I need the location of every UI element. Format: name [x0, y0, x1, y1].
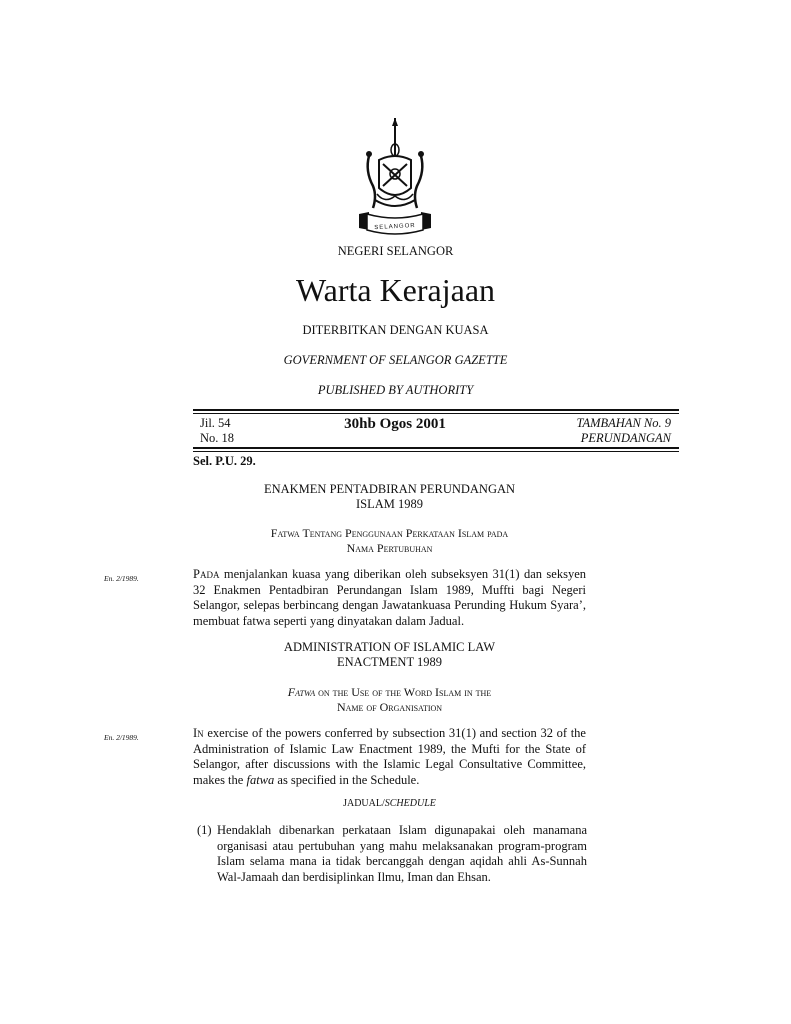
schedule-item-text: Hendaklah dibenarkan perkataan Islam digunapakai oleh manamana organisasi atau pertubuhan yang mahu melaksanakan program-program Islam selama mana ia tidak bercanggah dengan aqidah ahli As-Sunnah Wal-Jamaah dan berdisiplinkan Ilmu, Iman dan Ehsan.	[217, 823, 587, 884]
published-malay: DITERBITKAN DENGAN KUASA	[302, 323, 489, 337]
english-body-part2: as specified in the Schedule.	[274, 772, 420, 787]
english-enactment-line1: ADMINISTRATION OF ISLAMIC LAW	[283, 640, 496, 654]
supplement-info	[576, 416, 671, 446]
selangor-crest-icon	[355, 116, 435, 238]
schedule-item-number: (1)	[197, 823, 212, 837]
malay-enactment-line2: ISLAM 1989	[355, 497, 424, 511]
schedule-title	[193, 798, 586, 809]
english-paragraph	[193, 726, 586, 788]
masthead-bottom-rule-thin	[193, 451, 679, 452]
schedule-title-malay: JADUAL/	[343, 798, 385, 809]
english-body-italic: fatwa	[246, 772, 275, 787]
english-body-part1: exercise of the powers conferred by subsection 31(1) and section 32 of the Administration of Islamic Law Enactment 1989, the Mufti for the State of Selangor, after discussions with the Islamic Legal Consultative Committee, makes the	[193, 726, 586, 787]
malay-fatwa-heading	[193, 526, 586, 556]
malay-enactment-heading	[193, 482, 586, 512]
issue-number: No. 18	[200, 431, 235, 445]
english-lead-word: In	[193, 726, 204, 740]
reference-number: Sel. P.U. 29.	[193, 454, 256, 468]
english-fatwa-word: Fatwa	[287, 685, 316, 699]
english-fatwa-heading	[193, 685, 586, 715]
malay-enactment-line1: ENAKMEN PENTADBIRAN PERUNDANGAN	[263, 482, 516, 496]
schedule-title-english: SCHEDULE	[384, 798, 436, 809]
malay-fatwa-line2: Nama Pertubuhan	[346, 541, 433, 555]
issue-date: 30hb Ogos 2001	[344, 416, 446, 432]
malay-paragraph	[193, 567, 586, 629]
malay-body: menjalankan kuasa yang diberikan oleh subseksyen 31(1) dan seksyen 32 Enakmen Pentadbiran Perundangan Islam 1989, Muffti bagi Negeri Selangor, selepas berbincang dengan Jawatankuasa Perunding Hukum Syara’, membuat fatwa seperti yang dinyatakan dalam Jadual.	[193, 567, 586, 628]
english-fatwa-line1	[193, 685, 586, 700]
volume: Jil. 54	[200, 416, 231, 430]
masthead-top-rule	[193, 409, 679, 411]
schedule-item	[197, 823, 587, 885]
supplement: TAMBAHAN No. 9	[576, 416, 671, 430]
gazette-title: Warta Kerajaan	[295, 272, 496, 308]
masthead-bottom-rule	[193, 447, 679, 449]
masthead-top-rule-thin	[193, 413, 679, 414]
volume-number	[200, 416, 234, 446]
english-enactment-line2: ENACTMENT 1989	[337, 655, 442, 669]
english-enactment-heading	[193, 640, 586, 670]
crest-ribbon-label: SELANGOR	[374, 222, 416, 232]
published-english: PUBLISHED BY AUTHORITY	[317, 383, 474, 397]
malay-fatwa-line1: Fatwa Tentang Penggunaan Perkataan Islam pada	[270, 526, 509, 540]
malay-lead-word: Pada	[193, 567, 220, 581]
english-fatwa-rest: on the Use of the Word Islam in the	[315, 685, 492, 699]
english-margin-note: En. 2/1989.	[104, 733, 139, 742]
category: PERUNDANGAN	[580, 431, 671, 445]
gazette-english: GOVERNMENT OF SELANGOR GAZETTE	[283, 353, 508, 367]
state-name: NEGERI SELANGOR	[337, 244, 454, 258]
english-fatwa-line2: Name of Organisation	[336, 700, 443, 714]
malay-margin-note: En. 2/1989.	[104, 574, 139, 583]
